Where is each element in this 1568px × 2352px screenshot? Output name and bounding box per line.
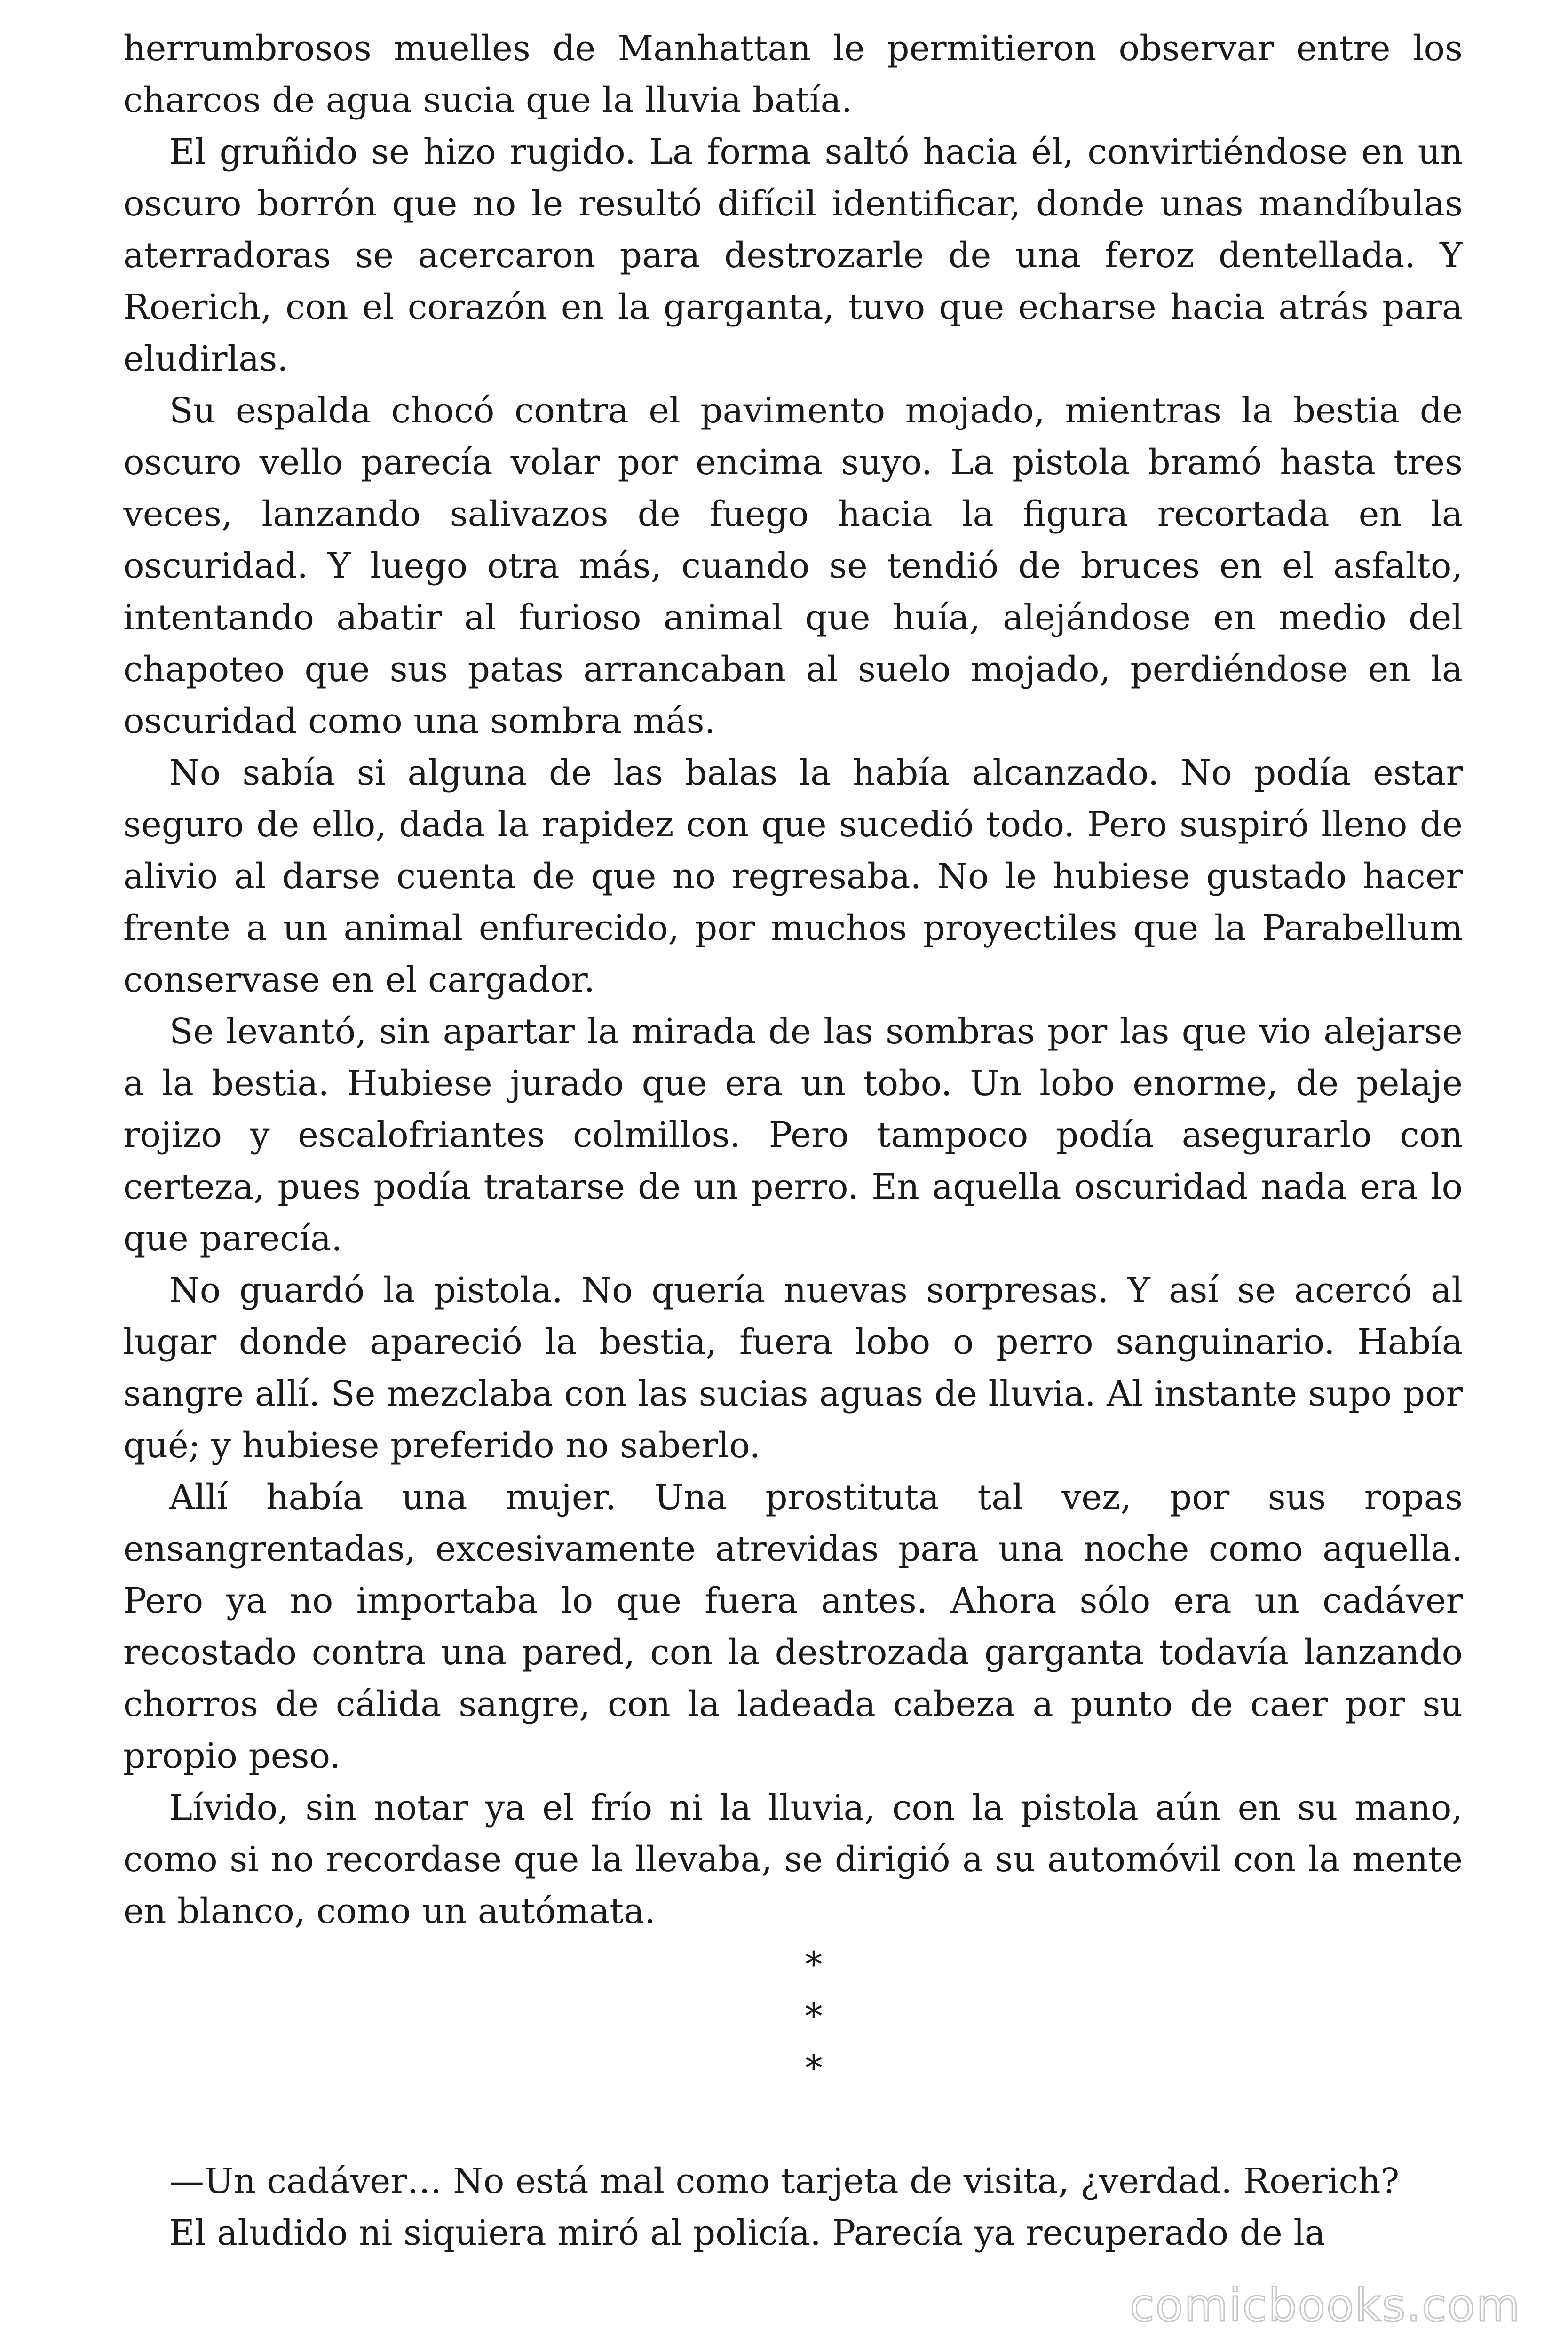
paragraph-2: El gruñido se hizo rugido. La forma saltó hacia él, convirtiéndose en un oscuro borrón que no le resultó difícil identificar, donde unas mandíbulas aterradoras se acercaron para destrozarle de una feroz dentellada. Y Roerich, con el corazón en la garganta, tuvo que echarse hacia atrás para eludirlas. <box>123 132 1463 379</box>
watermark-logo: comicbooks.com <box>1129 2279 1521 2332</box>
dialogue-line-1: —Un cadáver… No está mal como tarjeta de visita, ¿verdad. Roerich? <box>169 2161 1400 2201</box>
dialogue-section <box>123 2155 1463 2259</box>
paragraph-3: Su espalda chocó contra el pavimento mojado, mientras la bestia de oscuro vello parecía volar por encima suyo. La pistola bramó hasta tres veces, lanzando salivazos de fuego hacia la figura recortada en la oscuridad. Y luego otra más, cuando se tendió de bruces en el asfalto, intentando abatir al furioso animal que huía, alejándose en medio del chapoteo que sus patas arrancaban al suelo mojado, perdiéndose en la oscuridad como una sombra más. <box>123 390 1463 741</box>
section-separator <box>123 1937 1463 2094</box>
paragraph-6: No guardó la pistola. No quería nuevas sorpresas. Y así se acercó al lugar donde apareció la bestia, fuera lobo o perro sanguinario. Había sangre allí. Se mezclaba con las sucias aguas de lluvia. Al instante supo por qué; y hubiese preferido no saberlo. <box>123 1270 1463 1466</box>
paragraph-4: No sabía si alguna de las balas la había alcanzado. No podía estar seguro de ello, dada la rapidez con que sucedió todo. Pero suspiró lleno de alivio al darse cuenta de que no regresaba. No le hubiese gustado hacer frente a un animal enfurecido, por muchos proyectiles que la Parabellum conservase en el cargador. <box>123 753 1463 1000</box>
narrative-text <box>123 23 1463 1937</box>
paragraph-8: Lívido, sin notar ya el frío ni la lluvia, con la pistola aún en su mano, como si no recordase que la llevaba, se dirigió a su automóvil con la mente en blanco, como un autómata. <box>123 1788 1463 1931</box>
separator-star: * <box>805 1945 823 1985</box>
separator-star: * <box>805 2048 823 2089</box>
book-page <box>123 23 1463 2259</box>
paragraph-5: Se levantó, sin apartar la mirada de las sombras por las que vio alejarse a la bestia. Hubiese jurado que era un tobo. Un lobo enorme, de pelaje rojizo y escalofriantes colmillos. Pero tampoco podía asegurarlo con certeza, pues podía tratarse de un perro. En aquella oscuridad nada era lo que parecía. <box>123 1011 1463 1259</box>
paragraph-7: Allí había una mujer. Una prostituta tal vez, por sus ropas ensangrentadas, excesivamente atrevidas para una noche como aquella. Pero ya no importaba lo que fuera antes. Ahora sólo era un cadáver recostado contra una pared, con la destrozada garganta todavía lanzando chorros de cálida sangre, con la ladeada cabeza a punto de caer por su propio peso. <box>123 1477 1463 1776</box>
separator-star: * <box>805 1996 823 2037</box>
paragraph-1: herrumbrosos muelles de Manhattan le permitieron observar entre los charcos de agua sucia que la lluvia batía. <box>123 28 1463 120</box>
dialogue-line-2: El aludido ni siquiera miró al policía. Parecía ya recuperado de la <box>169 2213 1326 2253</box>
